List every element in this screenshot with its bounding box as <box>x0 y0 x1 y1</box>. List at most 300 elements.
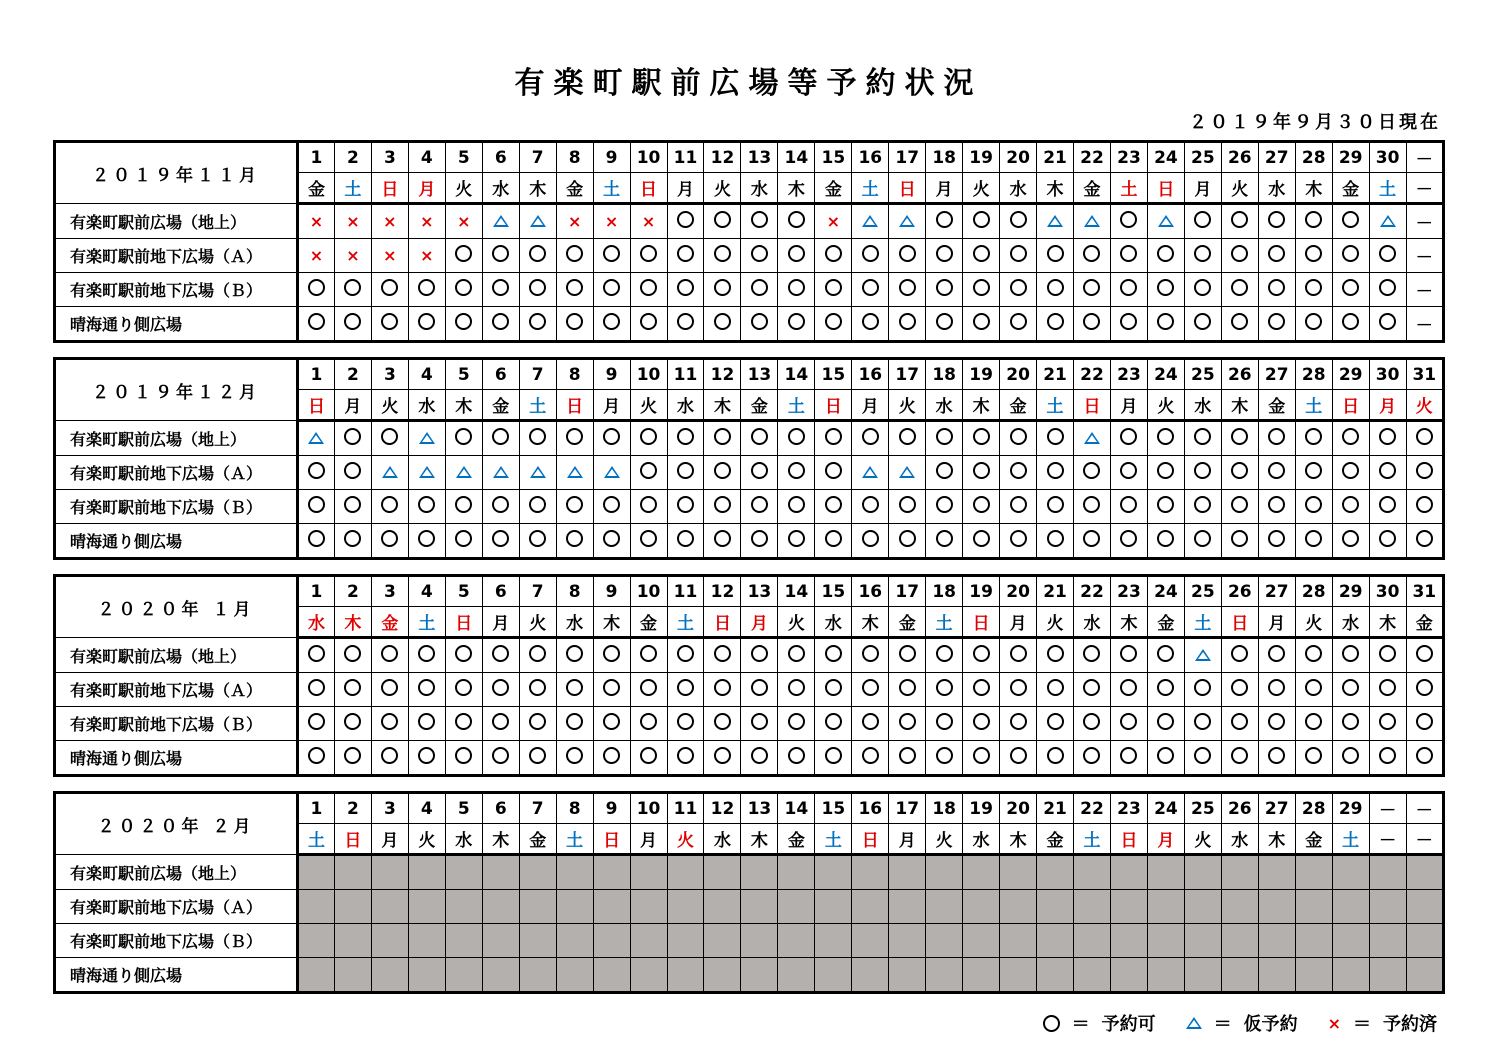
available-circle-icon <box>1010 279 1027 296</box>
status-available <box>1037 490 1074 524</box>
weekday: 木 <box>778 173 815 204</box>
status-available <box>1369 490 1406 524</box>
status-available <box>852 239 889 273</box>
available-circle-icon <box>1120 496 1137 513</box>
status-available <box>1406 741 1443 776</box>
available-circle-icon <box>1194 496 1211 513</box>
available-circle-icon <box>1231 428 1248 445</box>
status-available <box>704 490 741 524</box>
available-circle-icon <box>566 245 583 262</box>
day-number: 4 <box>408 359 445 390</box>
status-available <box>1406 456 1443 490</box>
day-number: 15 <box>815 793 852 824</box>
status-unavailable <box>741 890 778 924</box>
weekday: 金 <box>1147 607 1184 638</box>
available-circle-icon <box>1010 747 1027 764</box>
day-number: 18 <box>926 142 963 173</box>
status-available <box>593 707 630 741</box>
available-circle-icon <box>1157 747 1174 764</box>
status-unavailable <box>926 924 963 958</box>
weekday: 金 <box>1037 824 1074 855</box>
status-unavailable <box>852 924 889 958</box>
status-available <box>1147 673 1184 707</box>
available-circle-icon <box>1047 428 1064 445</box>
day-number: 20 <box>1000 142 1037 173</box>
available-circle-icon <box>788 530 805 547</box>
status-available <box>1110 524 1147 559</box>
available-circle-icon <box>1416 496 1433 513</box>
status-available <box>1000 638 1037 673</box>
day-number: 20 <box>1000 359 1037 390</box>
available-circle-icon <box>1157 496 1174 513</box>
status-unavailable <box>1184 890 1221 924</box>
status-available <box>1184 741 1221 776</box>
weekday: 木 <box>1369 607 1406 638</box>
status-available <box>1221 707 1258 741</box>
status-available <box>1295 239 1332 273</box>
status-booked <box>371 239 408 273</box>
weekday: 月 <box>741 607 778 638</box>
available-circle-icon <box>1305 245 1322 262</box>
day-number: 23 <box>1110 142 1147 173</box>
status-available <box>556 239 593 273</box>
available-circle-icon <box>640 645 657 662</box>
status-available <box>630 524 667 559</box>
status-available <box>334 273 371 307</box>
venue-label: 有楽町駅前地下広場（Ｂ） <box>55 273 298 307</box>
available-circle-icon <box>455 496 472 513</box>
status-available <box>1258 707 1295 741</box>
booked-cross-icon: × <box>604 211 619 231</box>
available-circle-icon <box>1416 428 1433 445</box>
status-booked <box>593 204 630 239</box>
status-available <box>371 273 408 307</box>
available-circle-icon <box>455 313 472 330</box>
available-circle-icon <box>1305 496 1322 513</box>
day-number: 9 <box>593 359 630 390</box>
weekday: － <box>1369 824 1406 855</box>
status-available <box>778 273 815 307</box>
status-available <box>519 673 556 707</box>
status-unavailable <box>1258 855 1295 890</box>
status-available <box>1147 421 1184 456</box>
available-circle-icon <box>1010 313 1027 330</box>
status-available <box>630 707 667 741</box>
weekday: 火 <box>371 390 408 421</box>
weekday: 土 <box>593 173 630 204</box>
available-circle-icon <box>936 679 953 696</box>
day-number: 18 <box>926 793 963 824</box>
available-circle-icon <box>492 747 509 764</box>
available-circle-icon <box>381 679 398 696</box>
status-tentative <box>519 456 556 490</box>
weekday: 木 <box>1037 173 1074 204</box>
weekday: 月 <box>889 824 926 855</box>
status-available <box>778 204 815 239</box>
status-available <box>298 707 335 741</box>
available-circle-icon <box>492 645 509 662</box>
tentative-triangle-icon <box>382 466 398 478</box>
status-booked <box>630 204 667 239</box>
status-available <box>852 741 889 776</box>
status-available <box>1332 204 1369 239</box>
available-circle-icon <box>936 747 953 764</box>
day-number: 25 <box>1184 793 1221 824</box>
status-available <box>1074 490 1111 524</box>
available-circle-icon <box>862 279 879 296</box>
status-unavailable <box>445 890 482 924</box>
available-circle-icon <box>1120 747 1137 764</box>
status-available <box>667 204 704 239</box>
status-unavailable <box>334 958 371 993</box>
as-of-date: ２０１９年９月３０日現在 <box>1189 112 1441 133</box>
status-available <box>852 524 889 559</box>
available-circle-icon <box>1157 279 1174 296</box>
available-circle-icon <box>1342 679 1359 696</box>
weekday: 火 <box>1037 607 1074 638</box>
available-circle-icon <box>751 428 768 445</box>
status-unavailable <box>1074 958 1111 993</box>
day-number: 16 <box>852 359 889 390</box>
status-available <box>1221 204 1258 239</box>
day-number: 2 <box>334 142 371 173</box>
status-available <box>852 490 889 524</box>
available-circle-icon <box>1305 530 1322 547</box>
status-available <box>1184 707 1221 741</box>
status-booked <box>408 239 445 273</box>
venue-label: 有楽町駅前地下広場（Ｂ） <box>55 707 298 741</box>
available-circle-icon <box>751 530 768 547</box>
day-number: 12 <box>704 142 741 173</box>
weekday: 木 <box>1295 173 1332 204</box>
status-available <box>1332 673 1369 707</box>
legend-equals: ＝ <box>1213 1014 1232 1035</box>
status-available <box>1332 638 1369 673</box>
available-circle-icon <box>1047 679 1064 696</box>
available-circle-icon <box>1120 313 1137 330</box>
status-available <box>926 239 963 273</box>
status-available <box>1295 524 1332 559</box>
weekday: 火 <box>1295 607 1332 638</box>
status-available <box>1369 707 1406 741</box>
available-circle-icon <box>529 279 546 296</box>
booked-cross-icon: × <box>309 211 324 231</box>
available-circle-icon <box>381 428 398 445</box>
available-circle-icon <box>1305 679 1322 696</box>
available-circle-icon <box>714 530 731 547</box>
status-available <box>298 741 335 776</box>
weekday: 土 <box>408 607 445 638</box>
available-circle-icon <box>566 713 583 730</box>
day-number: 23 <box>1110 793 1147 824</box>
available-circle-icon <box>418 496 435 513</box>
available-circle-icon <box>899 747 916 764</box>
available-circle-icon <box>677 679 694 696</box>
status-unavailable <box>667 855 704 890</box>
status-available <box>1074 307 1111 342</box>
status-unavailable <box>1147 855 1184 890</box>
status-available <box>556 741 593 776</box>
status-available <box>1221 490 1258 524</box>
status-available <box>741 421 778 456</box>
tentative-triangle-icon <box>1186 1017 1202 1029</box>
day-number-row <box>55 142 1444 173</box>
weekday: 月 <box>482 607 519 638</box>
status-unavailable <box>1221 958 1258 993</box>
status-unavailable <box>1000 958 1037 993</box>
status-unavailable <box>1369 890 1406 924</box>
status-available <box>1147 638 1184 673</box>
available-circle-icon <box>1268 645 1285 662</box>
day-number: 8 <box>556 793 593 824</box>
status-unavailable <box>593 924 630 958</box>
available-circle-icon <box>936 645 953 662</box>
available-circle-icon <box>1083 530 1100 547</box>
status-available <box>519 239 556 273</box>
status-unavailable <box>298 890 335 924</box>
available-circle-icon <box>1268 313 1285 330</box>
available-circle-icon <box>455 645 472 662</box>
status-tentative <box>371 456 408 490</box>
status-available <box>1147 741 1184 776</box>
tentative-triangle-icon <box>1158 215 1174 227</box>
available-circle-icon <box>1342 747 1359 764</box>
available-circle-icon <box>566 530 583 547</box>
available-circle-icon <box>862 530 879 547</box>
available-circle-icon <box>1047 313 1064 330</box>
available-circle-icon <box>1157 645 1174 662</box>
status-available <box>1147 456 1184 490</box>
day-number: － <box>1406 793 1443 824</box>
status-unavailable <box>1184 924 1221 958</box>
weekday: 日 <box>1074 390 1111 421</box>
venue-label: 有楽町駅前広場（地上） <box>55 204 298 239</box>
day-number: 3 <box>371 793 408 824</box>
status-available <box>704 273 741 307</box>
day-number: 20 <box>1000 576 1037 607</box>
weekday: 金 <box>1295 824 1332 855</box>
available-circle-icon <box>1083 245 1100 262</box>
status-available <box>1000 707 1037 741</box>
available-circle-icon <box>308 645 325 662</box>
available-circle-icon <box>455 747 472 764</box>
status-available <box>1295 273 1332 307</box>
status-available <box>963 307 1000 342</box>
status-available <box>1332 421 1369 456</box>
available-circle-icon <box>1379 428 1396 445</box>
available-circle-icon <box>1083 713 1100 730</box>
status-available <box>408 524 445 559</box>
status-available <box>963 638 1000 673</box>
status-available <box>741 490 778 524</box>
available-circle-icon <box>862 679 879 696</box>
weekday: 日 <box>852 824 889 855</box>
day-number: 4 <box>408 576 445 607</box>
status-available <box>298 524 335 559</box>
status-unavailable <box>1184 958 1221 993</box>
day-number: 18 <box>926 576 963 607</box>
weekday: 火 <box>519 607 556 638</box>
weekday: 水 <box>926 390 963 421</box>
available-circle-icon <box>1342 645 1359 662</box>
weekday: 水 <box>1221 824 1258 855</box>
available-circle-icon <box>640 313 657 330</box>
status-unavailable <box>408 855 445 890</box>
status-available <box>371 490 408 524</box>
weekday: 日 <box>334 824 371 855</box>
available-circle-icon <box>492 713 509 730</box>
tentative-triangle-icon <box>493 215 509 227</box>
booked-cross-icon: × <box>420 245 434 265</box>
status-available <box>1074 741 1111 776</box>
status-unavailable <box>963 890 1000 924</box>
available-circle-icon <box>1305 713 1322 730</box>
available-circle-icon <box>1047 245 1064 262</box>
status-unavailable <box>1037 924 1074 958</box>
status-unavailable <box>630 890 667 924</box>
available-circle-icon <box>899 279 916 296</box>
legend-equals: ＝ <box>1071 1014 1090 1035</box>
day-number: 10 <box>630 793 667 824</box>
status-available <box>1000 204 1037 239</box>
weekday: 土 <box>519 390 556 421</box>
day-number: 21 <box>1037 793 1074 824</box>
status-unavailable <box>1147 924 1184 958</box>
weekday: 火 <box>408 824 445 855</box>
available-circle-icon <box>677 211 694 228</box>
available-circle-icon <box>751 211 768 228</box>
status-available <box>630 490 667 524</box>
status-available <box>1258 421 1295 456</box>
booked-cross-icon: × <box>346 245 360 265</box>
day-number: － <box>1369 793 1406 824</box>
weekday: 月 <box>852 390 889 421</box>
available-circle-icon <box>973 679 990 696</box>
booked-cross-icon: × <box>383 211 397 231</box>
status-unavailable <box>298 958 335 993</box>
status-available <box>1184 673 1221 707</box>
status-unavailable <box>1406 924 1443 958</box>
available-circle-icon <box>788 679 805 696</box>
legend-available <box>1043 1010 1156 1036</box>
status-available <box>593 524 630 559</box>
available-circle-icon <box>1157 530 1174 547</box>
status-available <box>445 741 482 776</box>
day-number: 11 <box>667 793 704 824</box>
status-available <box>1295 204 1332 239</box>
status-available <box>815 307 852 342</box>
available-circle-icon <box>1268 279 1285 296</box>
status-available <box>741 673 778 707</box>
status-available <box>1074 524 1111 559</box>
available-circle-icon <box>1194 747 1211 764</box>
tentative-triangle-icon <box>419 432 435 444</box>
status-available <box>630 273 667 307</box>
weekday: 金 <box>815 173 852 204</box>
day-number: 27 <box>1258 359 1295 390</box>
status-available <box>371 421 408 456</box>
available-circle-icon <box>862 428 879 445</box>
status-available <box>1221 307 1258 342</box>
day-number: 3 <box>371 359 408 390</box>
status-available <box>371 524 408 559</box>
available-circle-icon <box>492 279 509 296</box>
status-available <box>445 673 482 707</box>
day-number: 29 <box>1332 793 1369 824</box>
status-available <box>1000 673 1037 707</box>
status-available <box>1332 524 1369 559</box>
status-available <box>1000 239 1037 273</box>
status-available <box>630 638 667 673</box>
available-circle-icon <box>1231 530 1248 547</box>
status-available <box>1406 673 1443 707</box>
available-circle-icon <box>1231 462 1248 479</box>
available-circle-icon <box>603 530 620 547</box>
available-circle-icon <box>788 496 805 513</box>
weekday: 木 <box>593 607 630 638</box>
available-circle-icon <box>751 496 768 513</box>
status-unavailable <box>408 958 445 993</box>
day-number: 3 <box>371 576 408 607</box>
status-available <box>926 707 963 741</box>
available-circle-icon <box>1231 211 1248 228</box>
available-circle-icon <box>529 645 546 662</box>
venue-row <box>55 421 1444 456</box>
status-unavailable <box>704 924 741 958</box>
status-available <box>1037 524 1074 559</box>
status-available <box>519 741 556 776</box>
weekday: 月 <box>630 824 667 855</box>
available-circle-icon <box>640 679 657 696</box>
status-available <box>519 421 556 456</box>
status-booked <box>298 239 335 273</box>
available-circle-icon <box>1010 645 1027 662</box>
tentative-triangle-icon <box>1195 649 1211 661</box>
available-circle-icon <box>1231 245 1248 262</box>
weekday: 木 <box>445 390 482 421</box>
available-circle-icon <box>1047 713 1064 730</box>
status-available <box>1369 307 1406 342</box>
available-circle-icon <box>1010 462 1027 479</box>
available-circle-icon <box>1268 747 1285 764</box>
status-available <box>889 307 926 342</box>
status-none: － <box>1406 307 1443 342</box>
available-circle-icon <box>899 713 916 730</box>
month-label: ２０２０年 １月 <box>55 576 298 638</box>
status-available <box>889 524 926 559</box>
status-available <box>1406 707 1443 741</box>
status-unavailable <box>1074 890 1111 924</box>
available-circle-icon <box>529 679 546 696</box>
available-circle-icon <box>381 279 398 296</box>
status-unavailable <box>556 890 593 924</box>
status-available <box>519 307 556 342</box>
venue-label: 晴海通り側広場 <box>55 307 298 342</box>
status-available <box>1221 456 1258 490</box>
status-available <box>1221 638 1258 673</box>
venue-row <box>55 855 1444 890</box>
available-circle-icon <box>603 279 620 296</box>
status-available <box>1406 490 1443 524</box>
day-number: 24 <box>1147 576 1184 607</box>
available-circle-icon <box>751 713 768 730</box>
day-number: 16 <box>852 142 889 173</box>
venue-label: 有楽町駅前地下広場（Ｂ） <box>55 924 298 958</box>
status-available <box>1037 307 1074 342</box>
available-circle-icon <box>677 279 694 296</box>
status-unavailable <box>815 958 852 993</box>
status-available <box>667 673 704 707</box>
